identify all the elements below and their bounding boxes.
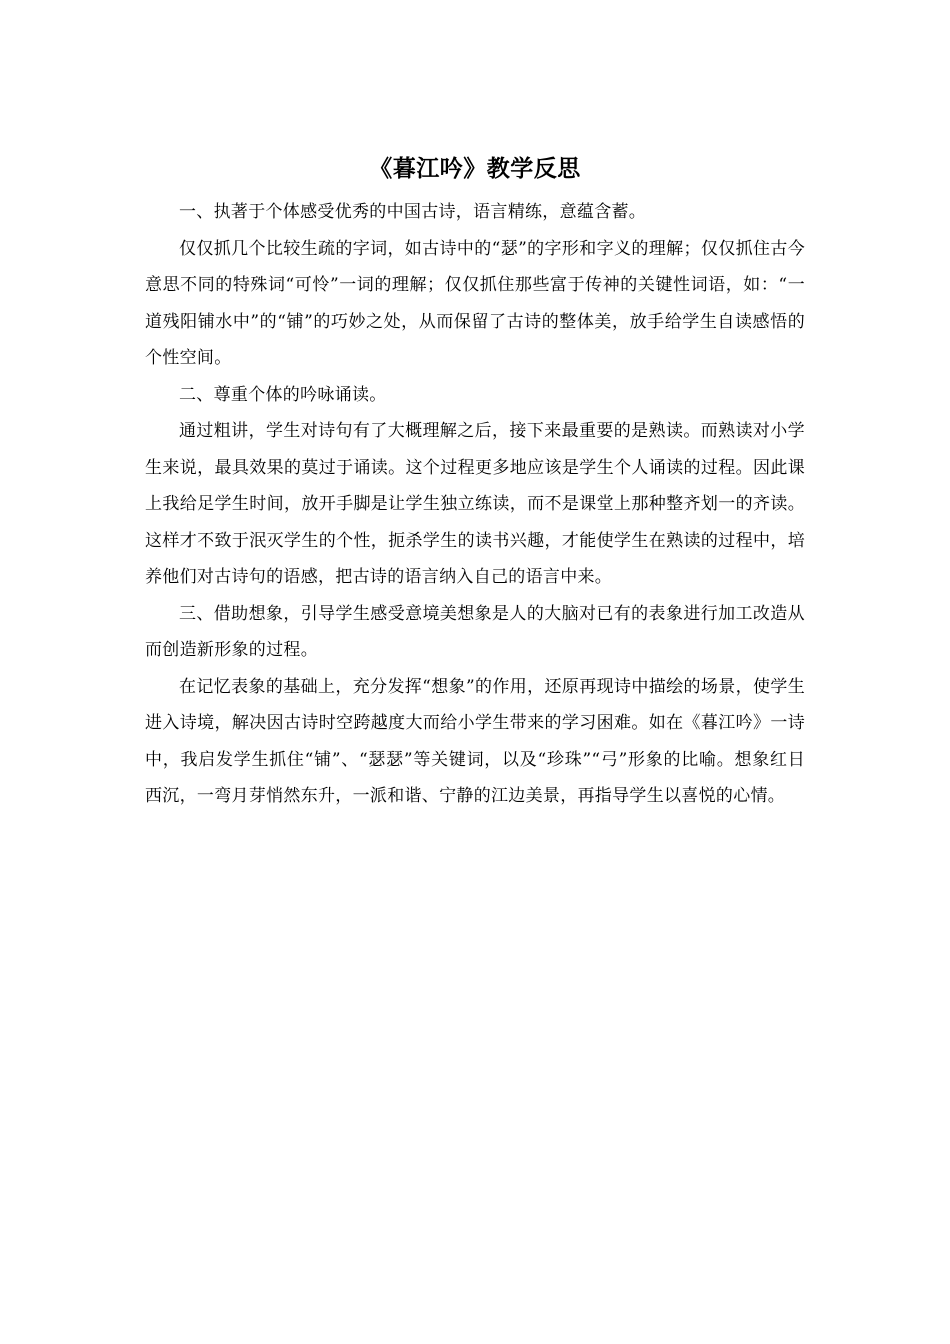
paragraph-2: 仅仅抓几个比较生疏的字词，如古诗中的“瑟”的字形和字义的理解；仅仅抓住古今意思不同的特殊词“可怜”一词的理解；仅仅抓住那些富于传神的关键性词语，如：“一道残阳铺水中”的“铺”的巧妙之处，从而保留了古诗的整体美，放手给学生自读感悟的个性空间。 xyxy=(145,238,805,368)
document-title: 《暮江吟》教学反思 xyxy=(369,155,581,182)
paragraph-5: 三、借助想象，引导学生感受意境美想象是人的大脑对已有的表象进行加工改造从而创造新形象的过程。 xyxy=(145,603,805,660)
document-page xyxy=(145,146,805,815)
paragraph-6: 在记忆表象的基础上，充分发挥“想象”的作用，还原再现诗中描绘的场景，使学生进入诗境，解决因古诗时空跨越度大而给小学生带来的学习困难。如在《暮江吟》一诗中，我启发学生抓住“铺”、“瑟瑟”等关键词，以及“珍珠”“弓”形象的比喻。想象红日西沉，一弯月芽悄然东升，一派和谐、宁静的江边美景，再指导学生以喜悦的心情。 xyxy=(145,676,805,806)
paragraph-4: 通过粗讲，学生对诗句有了大概理解之后，接下来最重要的是熟读。而熟读对小学生来说，最具效果的莫过于诵读。这个过程更多地应该是学生个人诵读的过程。因此课上我给足学生时间，放开手脚是让学生独立练读，而不是课堂上那种整齐划一的齐读。这样才不致于泯灭学生的个性，扼杀学生的读书兴趣，才能使学生在熟读的过程中，培养他们对古诗句的语感，把古诗的语言纳入自己的语言中来。 xyxy=(145,421,805,587)
paragraph-1: 一、执著于个体感受优秀的中国古诗，语言精练，意蕴含蓄。 xyxy=(179,202,647,222)
paragraph-3: 二、尊重个体的吟咏诵读。 xyxy=(179,384,387,405)
